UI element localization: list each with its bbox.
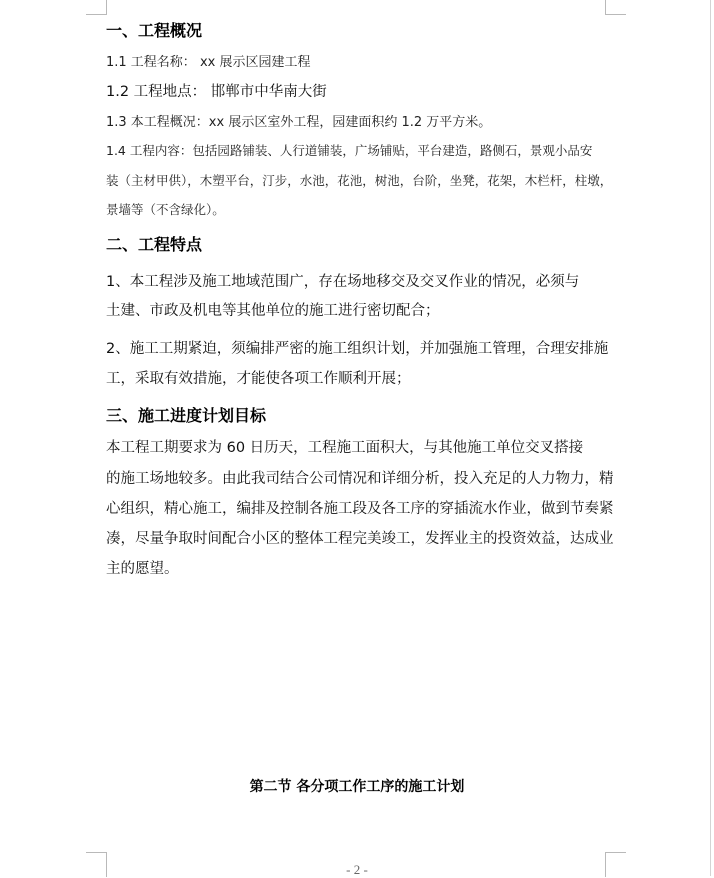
heading-schedule-goal: 三、施工进度计划目标 bbox=[106, 406, 267, 425]
page-number: - 2 - bbox=[346, 862, 368, 877]
feature-1-line-1: 1、本工程涉及施工地域范围广，存在场地移交及交叉作业的情况，必须与 bbox=[106, 274, 580, 290]
project-content-line-2: 装（主材甲供），木塑平台，汀步，水池，花池，树池，台阶，坐凳，花架，木栏杆，柱墩， bbox=[106, 173, 613, 188]
project-content-line-1: 1.4 工程内容：包括园路铺装、人行道铺装，广场铺贴，平台建造，路侧石，景观小品安 bbox=[106, 143, 593, 158]
project-name-line: 1.1 工程名称： xx 展示区园建工程 bbox=[106, 55, 311, 70]
project-summary-line: 1.3 本工程概况：xx 展示区室外工程，园建面积约 1.2 万平方米。 bbox=[106, 115, 492, 130]
project-location-line: 1.2 工程地点： 邯郸市中华南大街 bbox=[106, 84, 327, 100]
schedule-goal-line-2: 的施工场地较多。由此我司结合公司情况和详细分析，投入充足的人力物力，精 bbox=[106, 471, 614, 487]
crop-mark-top-left bbox=[86, 0, 107, 15]
feature-2-line-1: 2、施工工期紧迫，须编排严密的施工组织计划，并加强施工管理，合理安排施 bbox=[106, 341, 609, 357]
schedule-goal-line-4: 凑，尽量争取时间配合小区的整体工程完美竣工，发挥业主的投资效益，达成业 bbox=[106, 531, 614, 547]
schedule-goal-line-3: 心组织，精心施工，编排及控制各施工段及各工序的穿插流水作业，做到节奏紧 bbox=[106, 501, 614, 517]
crop-mark-top-right bbox=[605, 0, 626, 15]
project-content-line-3: 景墙等（不含绿化）。 bbox=[106, 202, 225, 217]
feature-2-line-2: 工，采取有效措施，才能使各项工作顺利开展； bbox=[106, 371, 411, 387]
heading-project-overview: 一、工程概况 bbox=[106, 21, 203, 40]
next-section-title: 第二节 各分项工作工序的施工计划 bbox=[249, 779, 465, 795]
schedule-goal-line-5: 主的愿望。 bbox=[106, 561, 179, 577]
heading-project-features: 二、工程特点 bbox=[106, 235, 203, 254]
page-edge-line bbox=[710, 0, 711, 876]
schedule-goal-line-1: 本工程工期要求为 60 日历天，工程施工面积大，与其他施工单位交叉搭接 bbox=[106, 440, 584, 456]
feature-1-line-2: 土建、市政及机电等其他单位的施工进行密切配合； bbox=[106, 303, 440, 319]
